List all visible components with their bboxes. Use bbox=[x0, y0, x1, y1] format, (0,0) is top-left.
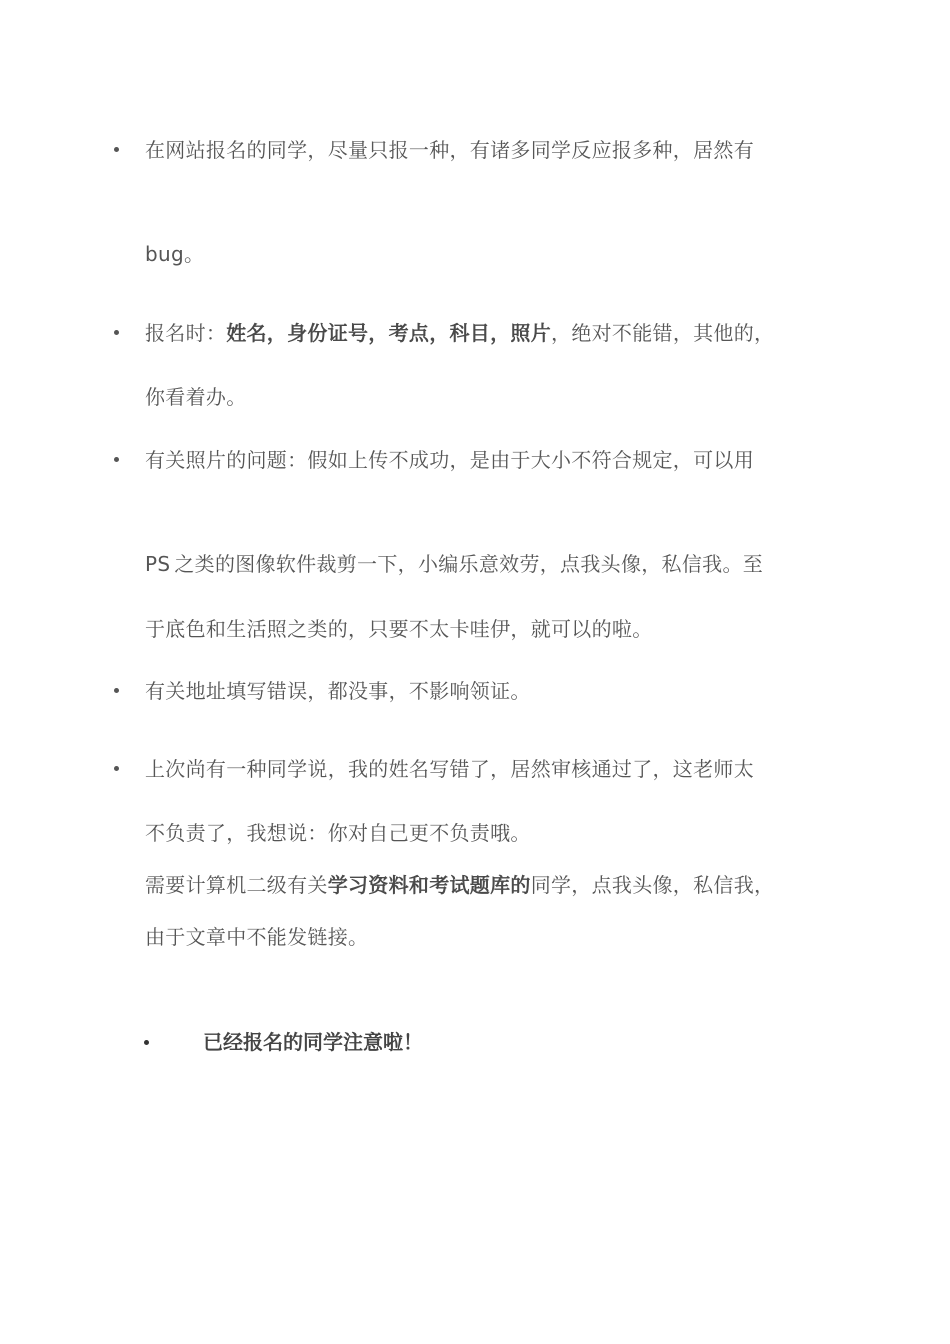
item-2-line-1 bbox=[145, 319, 774, 347]
item-5-line-1: 上次尚有一种同学说，我的姓名写错了，居然审核通过了，这老师太 bbox=[145, 757, 754, 781]
item-3-ps: PS bbox=[145, 552, 171, 576]
note-prefix: 需要计算机二级有关 bbox=[145, 873, 328, 897]
item-1-line-1: 在网站报名的同学，尽量只报一种，有诸多同学反应报多种，居然有 bbox=[145, 138, 754, 162]
final-heading: 已经报名的同学注意啦！ bbox=[203, 1030, 423, 1054]
bullet-5 bbox=[113, 765, 121, 773]
note-bold: 学习资料和考试题库的 bbox=[327, 873, 531, 897]
item-3-line-3: 于底色和生活照之类的，只要不太卡哇伊，就可以的啦。 bbox=[145, 617, 653, 641]
item-2-bold-fields: 姓名，身份证号，考点，科目，照片 bbox=[226, 321, 552, 345]
item-2-prefix: 报名时： bbox=[145, 321, 227, 345]
bullet-2 bbox=[113, 329, 121, 337]
item-3-line-2 bbox=[145, 550, 763, 578]
note-line-1 bbox=[145, 871, 774, 899]
item-3-line-1: 有关照片的问题：假如上传不成功，是由于大小不符合规定，可以用 bbox=[145, 448, 754, 472]
item-4-line-1: 有关地址填写错误，都没事，不影响领证。 bbox=[145, 679, 531, 703]
final-bullet bbox=[143, 1039, 151, 1047]
item-1-line-2: bug。 bbox=[145, 242, 205, 266]
bullet-1 bbox=[113, 146, 121, 154]
item-3-line-2-text: 之类的图像软件裁剪一下，小编乐意效劳，点我头像，私信我。至 bbox=[174, 552, 764, 576]
note-line-2: 由于文章中不能发链接。 bbox=[145, 925, 369, 949]
bullet-4 bbox=[113, 687, 121, 695]
note-suffix: 同学，点我头像，私信我， bbox=[530, 873, 775, 897]
item-2-line-2: 你看着办。 bbox=[145, 385, 247, 409]
bullet-3 bbox=[113, 456, 121, 464]
item-5-line-2: 不负责了，我想说：你对自己更不负责哦。 bbox=[145, 821, 531, 845]
item-2-suffix: ，绝对不能错，其他的， bbox=[551, 321, 775, 345]
